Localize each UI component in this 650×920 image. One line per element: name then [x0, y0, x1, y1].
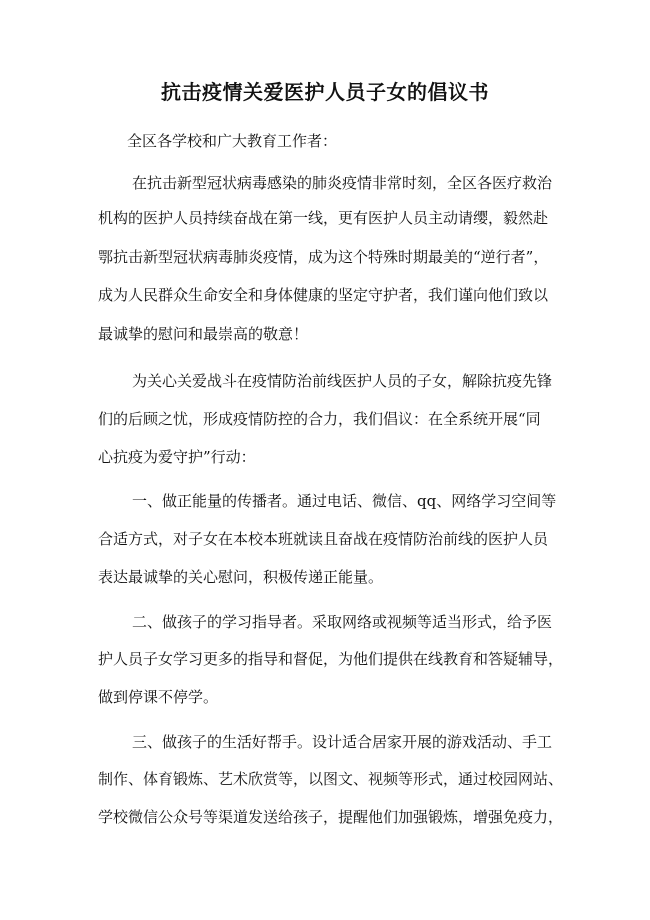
- paragraph-5-line-2: 制作、体育锻炼、艺术欣赏等，以图文、视频等形式，通过校园网站、: [98, 770, 564, 788]
- document-title: 抗击疫情关爱医护人员子女的倡议书: [161, 80, 489, 104]
- paragraph-2-line-1: 为关心关爱战斗在疫情防治前线医护人员的子女，解除抗疫先锋: [132, 372, 553, 390]
- paragraph-4-line-1: 二、做孩子的学习指导者。采取网络或视频等适当形式，给予医: [132, 613, 553, 631]
- paragraph-2-line-2: 们的后顾之忧，形成疫情防控的合力，我们倡议：在全系统开展“同: [98, 410, 541, 428]
- paragraph-1-line-4: 成为人民群众生命安全和身体健康的坚定守护者，我们谨向他们致以: [98, 286, 549, 304]
- paragraph-4-line-3: 做到停课不停学。: [98, 688, 219, 706]
- paragraph-1-line-5: 最诚挚的慰问和最崇高的敬意！: [98, 325, 309, 343]
- paragraph-1-line-3: 鄂抗击新型冠状病毒肺炎疫情，成为这个特殊时期最美的“逆行者”，: [98, 248, 549, 266]
- salutation: 全区各学校和广大教育工作者：: [127, 132, 338, 150]
- paragraph-1-line-1: 在抗击新型冠状病毒感染的肺炎疫情非常时刻，全区各医疗救治: [132, 174, 553, 192]
- paragraph-3-line-3: 表达最诚挚的关心慰问，积极传递正能量。: [98, 568, 384, 586]
- paragraph-2-line-3: 心抗疫为爱守护”行动：: [98, 448, 256, 466]
- paragraph-4-line-2: 护人员子女学习更多的指导和督促，为他们提供在线教育和答疑辅导，: [98, 650, 564, 668]
- paragraph-3-line-2: 合适方式，对子女在本校本班就读且奋战在疫情防治前线的医护人员: [98, 530, 549, 548]
- paragraph-5-line-3: 学校微信公众号等渠道发送给孩子，提醒他们加强锻炼，增强免疫力，: [98, 808, 564, 826]
- paragraph-5-line-1: 三、做孩子的生活好帮手。设计适合居家开展的游戏活动、手工: [132, 733, 553, 751]
- paragraph-3-line-1: 一、做正能量的传播者。通过电话、微信、qq、网络学习空间等: [132, 492, 557, 510]
- paragraph-1-line-2: 机构的医护人员持续奋战在第一线，更有医护人员主动请缨，毅然赴: [98, 209, 549, 227]
